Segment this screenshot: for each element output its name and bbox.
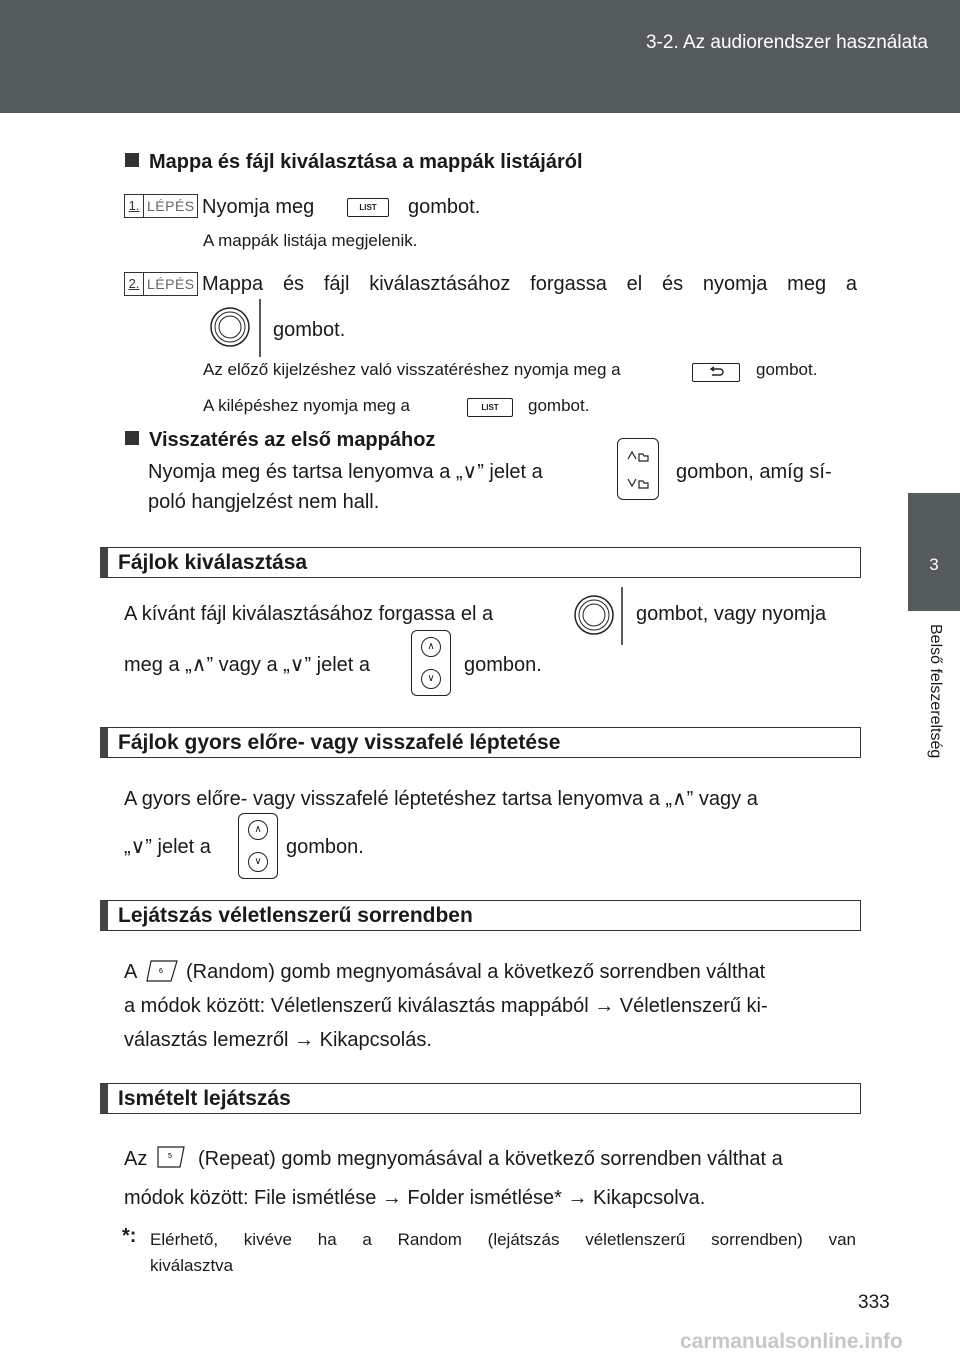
tune-knob-icon <box>208 297 268 359</box>
body-line: Az <box>124 1148 148 1170</box>
step-text: Mappa és fájl kiválasztásához forgassa el és nyomja meg a <box>202 273 857 295</box>
bullet-square-icon <box>125 431 139 445</box>
body-line: A kívánt fájl kiválasztásához forgassa el a <box>124 603 494 625</box>
body-line: A gyors előre- vagy visszafelé léptetéshez tartsa lenyomva a „∧” vagy a <box>124 788 758 810</box>
step-note: A mappák listája megjelenik. <box>203 231 418 250</box>
step-badge: 2. LÉPÉS <box>124 272 198 296</box>
step-text: gombot. <box>273 319 346 341</box>
step-note: Az előző kijelzéshez való visszatéréshez nyomja meg a <box>203 360 621 379</box>
chapter-title: 3-2. Az audiorendszer használata <box>645 32 928 53</box>
body-line: gombot, vagy nyomja <box>636 603 827 625</box>
chapter-tab <box>908 493 960 611</box>
svg-text:5: 5 <box>168 1153 172 1160</box>
bullet-square-icon <box>125 153 139 167</box>
body-line: „∨” jelet a <box>124 836 211 858</box>
watermark: carmanualsonline.info <box>680 1330 903 1353</box>
step-note: A kilépéshez nyomja meg a <box>203 396 410 415</box>
svg-text:6: 6 <box>159 968 163 975</box>
body-line: választás lemezről → Kikapcsolás. <box>124 1029 432 1051</box>
back-button-icon <box>692 363 740 382</box>
body-line: meg a „∧” vagy a „∨” jelet a <box>124 654 371 676</box>
body-line: Nyomja meg és tartsa lenyomva a „∨” jelet a <box>148 461 543 483</box>
preset-button-icon <box>156 1145 188 1171</box>
body-line: (Random) gomb megnyomásával a következő sorrendben válthat <box>186 961 766 983</box>
body-line: módok között: File ismétlése → Folder ismétlése* → Kikapcsolva. <box>124 1187 706 1209</box>
section-heading: Mappa és fájl kiválasztása a mappák listájáról <box>125 151 583 174</box>
section-title-bar: Fájlok gyors előre- vagy visszafelé léptetése <box>100 727 861 758</box>
section-title-bar: Lejátszás véletlenszerű sorrendben <box>100 900 861 931</box>
folder-rocker-icon <box>617 438 659 500</box>
step-text: Nyomja meg <box>202 196 315 218</box>
chapter-number: 3 <box>929 555 939 574</box>
step-note: gombot. <box>528 396 590 415</box>
step-note: gombot. <box>756 360 818 379</box>
list-button-icon: LIST <box>347 198 389 217</box>
footnote-text: Elérhető, kivéve ha a Random (lejátszás véletlenszerű sorrendben) van <box>150 1230 856 1249</box>
body-line: gombon. <box>464 654 542 676</box>
body-line: a módok között: Véletlenszerű kiválasztás mappából → Véletlenszerű ki- <box>124 995 768 1017</box>
section-title-bar: Fájlok kiválasztása <box>100 547 861 578</box>
step-badge: 1. LÉPÉS <box>124 194 198 218</box>
chapter-tab-label: Belső felszereltség <box>927 624 944 759</box>
step-text: gombot. <box>408 196 481 218</box>
section-title-bar: Ismételt lejátszás <box>100 1083 861 1114</box>
body-line: gombon, amíg sí- <box>676 461 832 483</box>
seek-rocker-icon: ∧ ∨ <box>238 813 278 879</box>
footnote-mark: *: <box>122 1225 137 1247</box>
body-line: (Repeat) gomb megnyomásával a következő sorrendben válthat a <box>198 1148 783 1170</box>
preset-button-icon <box>145 959 179 983</box>
body-line: gombon. <box>286 836 364 858</box>
list-button-icon: LIST <box>467 398 513 417</box>
tune-knob-icon <box>572 585 632 647</box>
body-line: poló hangjelzést nem hall. <box>148 491 380 513</box>
page-number: 333 <box>858 1292 890 1313</box>
page-header <box>0 0 960 113</box>
footnote-text: kiválasztva <box>150 1256 234 1275</box>
seek-rocker-icon: ∧ ∨ <box>411 630 451 696</box>
body-line: A <box>124 961 138 983</box>
section-heading: Visszatérés az első mappához <box>125 429 435 452</box>
